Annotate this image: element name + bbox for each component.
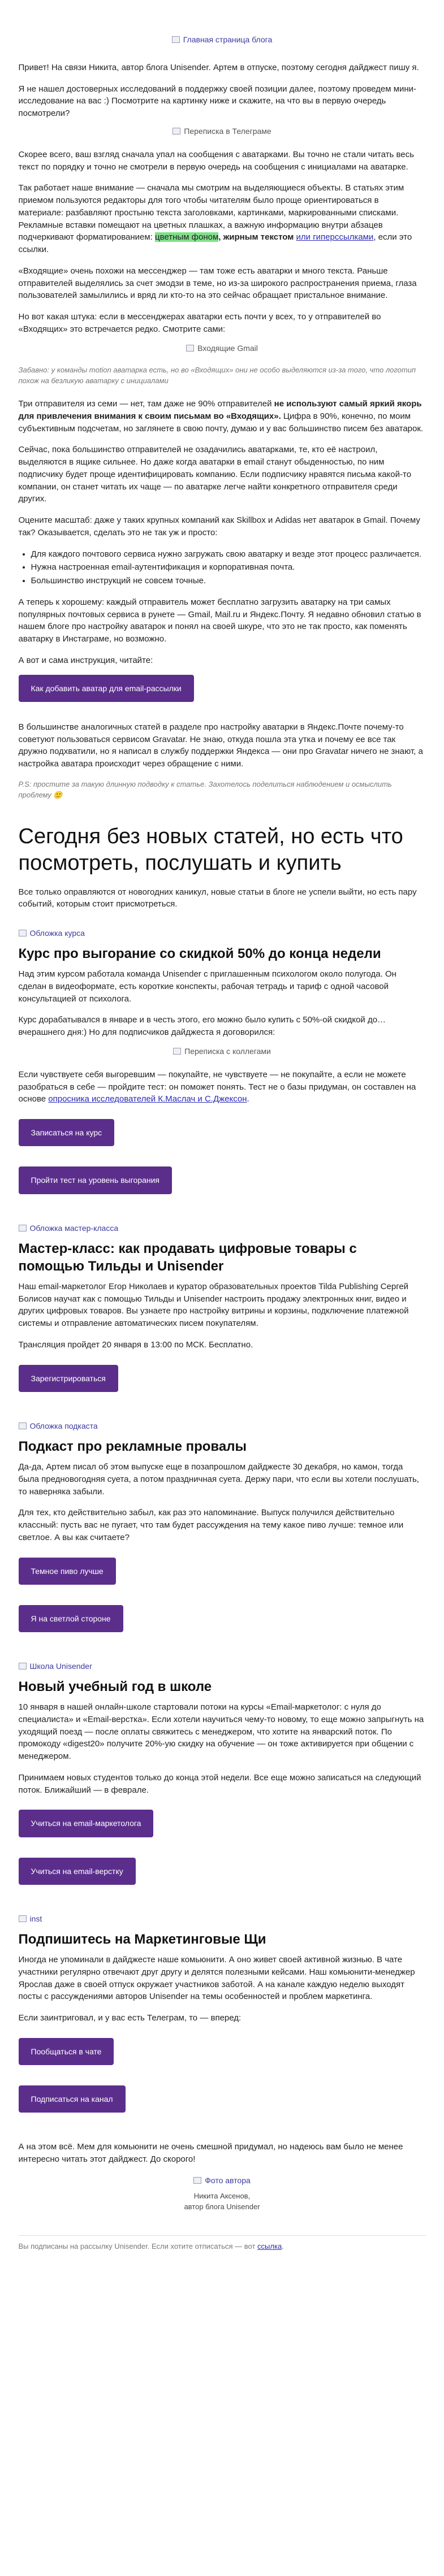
course-paragraph-3 xyxy=(19,1069,426,1105)
light-beer-button[interactable]: Я на светлой стороне xyxy=(19,1605,123,1632)
attention-text-a: Так работает наше внимание — сначала мы смотрим на выделяющиеся объекты. В статьях этим приемом пользуются редакторы для того чтобы читателям было проще ориентироваться в материале: разбавляют простыню текста заголовками, картинками, маркированными списками. Рекламные вставки помещают на цветных плашках, а важную информацию внутри абзацев подчеркивают форматированием: xyxy=(18,183,404,242)
attention-text-c: , если это ссылки. xyxy=(18,232,412,255)
school-section xyxy=(19,1660,426,1890)
podcast-paragraph-2: Для тех, кто действительно забыл, как раз это напоминание. Выпуск получился действительно классный: пусть вас не пугает, что там будет рассуждения на тему какое пиво лучше: темное или светлое. А вы как считаете? xyxy=(18,1508,404,1542)
colleagues-screenshot-alt: Переписка с коллегами xyxy=(184,1046,271,1056)
blog-logo[interactable] xyxy=(19,34,426,47)
course-cover[interactable] xyxy=(19,927,426,940)
list-item: • Нужна настроенная email-аутентификация и корпоративная почта. xyxy=(31,561,426,574)
dark-beer-button[interactable]: Темное пиво лучше xyxy=(19,1558,116,1585)
telegram-screenshot xyxy=(19,125,426,138)
unsubscribe-link[interactable]: ссылка xyxy=(257,2241,282,2250)
image-placeholder-icon xyxy=(173,128,180,135)
outro-paragraph: А на этом всё. Мем для комьюнити не очень смешной придумал, но надеюсь вам было не менее интересно читать этот дайджест. До скорого! xyxy=(18,2142,403,2165)
author-block xyxy=(19,2175,426,2213)
maslach-link[interactable]: опросника исследователей К.Маслач и С.Джексон xyxy=(48,1094,247,1104)
hyperlink-example[interactable]: или гиперссылками xyxy=(296,232,374,242)
podcast-cover-alt: Обложка подкаста xyxy=(29,1421,98,1430)
register-button[interactable]: Зарегистрироваться xyxy=(19,1365,118,1392)
school-paragraph-1: 10 января в нашей онлайн-школе стартовали потоки на курсы «Email-маркетолог: с нуля до специалиста» и «Email-верстка». Если хотели научиться чему-то новому, то еще можно запрыгнуть на уходящий поезд — после оплаты свяжитесь с менеджером, что хотите на январский поток. По промокоду «digest20» получите 20%-ую скидку на обучение — он тоже активируется при общении с менеджером. xyxy=(18,1702,424,1762)
course-paragraph-2: Курс дорабатывался в январе и в честь этого, его можно было купить с 50%-ой скидкой до… вчерашнего дня:) Но для подписчиков дайджеста я договорился: xyxy=(18,1015,386,1038)
community-title: Подпишитесь на Маркетинговые Щи xyxy=(18,1931,266,1947)
telegram-screenshot-alt: Переписка в Телеграме xyxy=(184,126,271,136)
burnout-test-button[interactable]: Пройти тест на уровень выгорания xyxy=(19,1166,173,1194)
chat-button[interactable]: Пообщаться в чате xyxy=(19,2038,114,2065)
footer-text xyxy=(19,2241,426,2269)
community-paragraph-1: Иногда не упоминали в дайджесте наше комьюнити. А оно живет своей активной жизнью. В чате участники регулярно отвечают друг другу и делятся полезными кейсами. Наш комьюнити-менеджер Ярослав даже в своей отпуск окружает участников заботой. А на канале каждую неделю выходят посты с рассуждениями авторов Unisender на темы особенностей и проблем маркетинга. xyxy=(18,1955,415,2002)
masterclass-paragraph-2: Трансляция пройдет 20 января в 13:00 по МСК. Бесплатно. xyxy=(18,1339,253,1350)
footer-text-b: . xyxy=(282,2241,284,2250)
course-test-text-a: Если чувствуете себя выгоревшим — покупайте, не чувствуете — не покупайте, а если не можете разобраться в себе — пройдите тест: он поможет понять. Тест не о базы придуман, он составлен на основе xyxy=(18,1069,416,1104)
community-cover[interactable] xyxy=(19,1913,426,1926)
list-item: • Для каждого почтового сервиса нужно загружать свою аватарку и везде этот процесс различается. xyxy=(31,548,426,561)
community-section xyxy=(19,1913,426,2118)
course-cover-alt: Обложка курса xyxy=(29,929,85,938)
channel-button[interactable]: Подписаться на канал xyxy=(19,2085,126,2113)
image-placeholder-icon xyxy=(19,930,27,936)
community-cover-alt: inst xyxy=(29,1914,42,1924)
highlight-green-text: цветным фоном xyxy=(155,232,219,242)
masterclass-section xyxy=(19,1222,426,1398)
gmail-caption: Забавно: у команды motion аватарка есть, но во «Входящих» они не особо выделяются из-за того, что логотип похож на безликую аватарку с инициалами xyxy=(18,366,416,385)
school-title: Новый учебный год в школе xyxy=(18,1679,212,1695)
masterclass-cover-alt: Обложка мастер-класса xyxy=(29,1223,119,1233)
list-item: • Большинство инструкций не совсем точные. xyxy=(31,575,426,587)
reasons-list xyxy=(31,548,426,587)
image-placeholder-icon xyxy=(19,1225,27,1231)
footer-text-a: Вы подписаны на рассылку Unisender. Если хотите отписаться — вот xyxy=(18,2241,258,2250)
image-placeholder-icon xyxy=(19,1663,27,1669)
author-photo xyxy=(19,2175,426,2188)
podcast-title: Подкаст про рекламные провалы xyxy=(18,1438,247,1454)
intro-paragraph-senders xyxy=(19,398,426,435)
masterclass-cover[interactable] xyxy=(19,1222,426,1235)
digest-lead: Все только оправляются от новогодних каникул, новые статьи в блоге не успели выйти, но есть пару событий, которым стоит присмотреться. xyxy=(18,887,417,909)
intro-paragraph-inbox: «Входящие» очень похожи на мессенджер — там тоже есть аватарки и много текста. Раньше отправителей выделялись за счет эмодзи в теме, но из-за широкого распространения приема, глаза пользователей замылились и вряд ли кто-то на это сейчас обращает пристальное внимание. xyxy=(18,266,417,301)
community-paragraph-2: Если заинтриговал, и у вас есть Телеграм, то — вперед: xyxy=(18,2013,242,2023)
bold-text: , жирным текстом xyxy=(218,232,294,242)
email-marketer-course-button[interactable]: Учиться на email-маркетолога xyxy=(19,1810,154,1837)
digest-title: Сегодня без новых статей, но есть что посмотреть, послушать и купить xyxy=(18,824,403,875)
course-section xyxy=(19,927,426,1200)
course-title: Курс про выгорание со скидкой 50% до конца недели xyxy=(18,946,381,961)
intro-paragraph-look: Но вот какая штука: если в мессенджерах аватарки есть почти у всех, то у отправителей во «Входящих» это встречается редко. Смотрите сами: xyxy=(18,312,381,334)
course-paragraph-1: Над этим курсом работала команда Unisender с приглашенным психологом около полугода. Он сделан в видеоформате, есть короткие конспекты, рабочая тетрадь и тариф с одной часовой консультацией от психолога. xyxy=(18,969,396,1004)
blog-logo-image[interactable] xyxy=(172,34,273,45)
author-name: Никита Аксенов, xyxy=(193,2191,251,2200)
gmail-screenshot-alt: Входящие Gmail xyxy=(197,343,258,353)
senders-bold: не используют самый яркий якорь для привлечения внимания к своим письмам во «Входящих». xyxy=(18,399,422,421)
course-test-text-b: . xyxy=(247,1094,249,1104)
senders-text-a: Три отправителя из семи — нет, там даже не 90% отправителей xyxy=(18,399,274,409)
intro-paragraph-now: Сейчас, пока большинство отправителей не озадачились аватарками, те, кто её настроил, выделяются в ящике сильнее. Но даже когда аватарки в email станут обыденностью, по ним подписчику будет проще идентифицировать компанию. Если подписчику нравятся письма какой-то компании, он станет читать их чаще — по аватарке легче найти конкретного отправителя среди других. xyxy=(18,445,412,504)
podcast-cover[interactable] xyxy=(19,1420,426,1433)
school-cover[interactable] xyxy=(19,1660,426,1673)
intro-paragraph-attention xyxy=(19,182,426,256)
masterclass-paragraph-1: Наш email-маркетолог Егор Николаев и куратор образовательных проектов Tilda Publishing Сергей Болисов научат как с помощью Тильды и Unisender настроить продажу электронных книг, видео и других цифровых товаров. Вы узнаете про настройку витрины и корзины, подключение платежной системы и отправление автоматических писем покупателям. xyxy=(18,1281,409,1329)
intro-greeting: Привет! На связи Никита, автор блога Unisender. Артем в отпуске, поэтому сегодня дайджест пишу я. xyxy=(18,62,419,72)
school-paragraph-2: Принимаем новых студентов только до конца этой недели. Все еще можно записаться на следующий поток. Ближайший — в феврале. xyxy=(18,1772,421,1795)
image-placeholder-icon xyxy=(172,36,180,43)
author-photo-alt: Фото автора xyxy=(205,2175,251,2185)
intro-paragraph-yandex: В большинстве аналогичных статей в разделе про настройку аватарки в Яндекс.Почте почему-то советуют пользоваться сервисом Gravatar. Не знаю, откуда пошла эта утка и почему ее все так дружно подхватили, но я написал в службу поддержки Яндекса — они про Gravatar ничего не знают, а настройка аватара происходит через обращение с ними. xyxy=(18,722,423,769)
gmail-screenshot xyxy=(19,342,426,355)
podcast-section xyxy=(19,1420,426,1638)
masterclass-title: Мастер-класс: как продавать цифровые товары с помощью Тильды и Unisender xyxy=(18,1241,357,1274)
add-avatar-button[interactable]: Как добавить аватар для email-рассылки xyxy=(19,675,194,702)
school-cover-alt: Школа Unisender xyxy=(29,1662,92,1671)
image-placeholder-icon xyxy=(19,1915,27,1922)
author-role: автор блога Unisender xyxy=(184,2202,260,2211)
postscript: P.S: простите за такую длинную подводку к статье. Захотелось поделиться наблюдением и осмыслить проблему 🙂 xyxy=(18,779,392,799)
image-placeholder-icon xyxy=(186,345,194,352)
intro-paragraph-guide: А вот и сама инструкция, читайте: xyxy=(18,655,153,665)
image-placeholder-icon xyxy=(173,1048,181,1055)
intro-question: Я не нашел достоверных исследований в поддержку своей позиции далее, поэтому проведем мини-исследование на вас :) Посмотрите на картинку ниже и скажите, на что вы в первую очередь посмотрели? xyxy=(18,84,417,119)
blog-logo-alt: Главная страница блога xyxy=(183,35,273,44)
email-layout-course-button[interactable]: Учиться на email-верстку xyxy=(19,1858,136,1885)
colleagues-screenshot xyxy=(19,1046,426,1059)
podcast-paragraph-1: Да-да, Артем писал об этом выпуске еще в позапрошлом дайджесте 30 декабря, но камон, тогда была предновогодняя суета, а потом праздничная суета. Держу пари, что если вы хотели послушать, то наверняка забыли. xyxy=(18,1462,419,1497)
intro-paragraph-avatars: Скорее всего, ваш взгляд сначала упал на сообщения с аватарками. Вы точно не стали читать весь текст по порядку и точно не смотрели в первую очередь на сообщения с инициалами на аватарке. xyxy=(18,149,414,172)
image-placeholder-icon xyxy=(19,1423,27,1429)
intro-paragraph-scale: Оцените масштаб: даже у таких крупных компаний как Skillbox и Adidas нет аватарок в Gmail. Почему так? Оказывается, сделать это не так уж и просто: xyxy=(18,515,420,537)
senders-text-b: Цифра в 90%, конечно, по моим субъективным подсчетам, но заглянете в свою почту, думаю и у вас большинство писем без аватарок. xyxy=(18,411,424,433)
intro-paragraph-good: А теперь к хорошему: каждый отправитель может бесплатно загрузить аватарку на три самых популярных почтовых сервиса в рунете — Gmail, Mail.ru и Яндекс.Почту. Я недавно обновил статью в нашем блоге про настройку аватарок и понял на своей шкуре, что это не так просто, как поменять аватарку в Инстаграме, но возможно. xyxy=(18,597,421,644)
image-placeholder-icon xyxy=(193,2177,201,2184)
footer-divider xyxy=(19,2235,426,2236)
course-signup-button[interactable]: Записаться на курс xyxy=(19,1119,115,1146)
